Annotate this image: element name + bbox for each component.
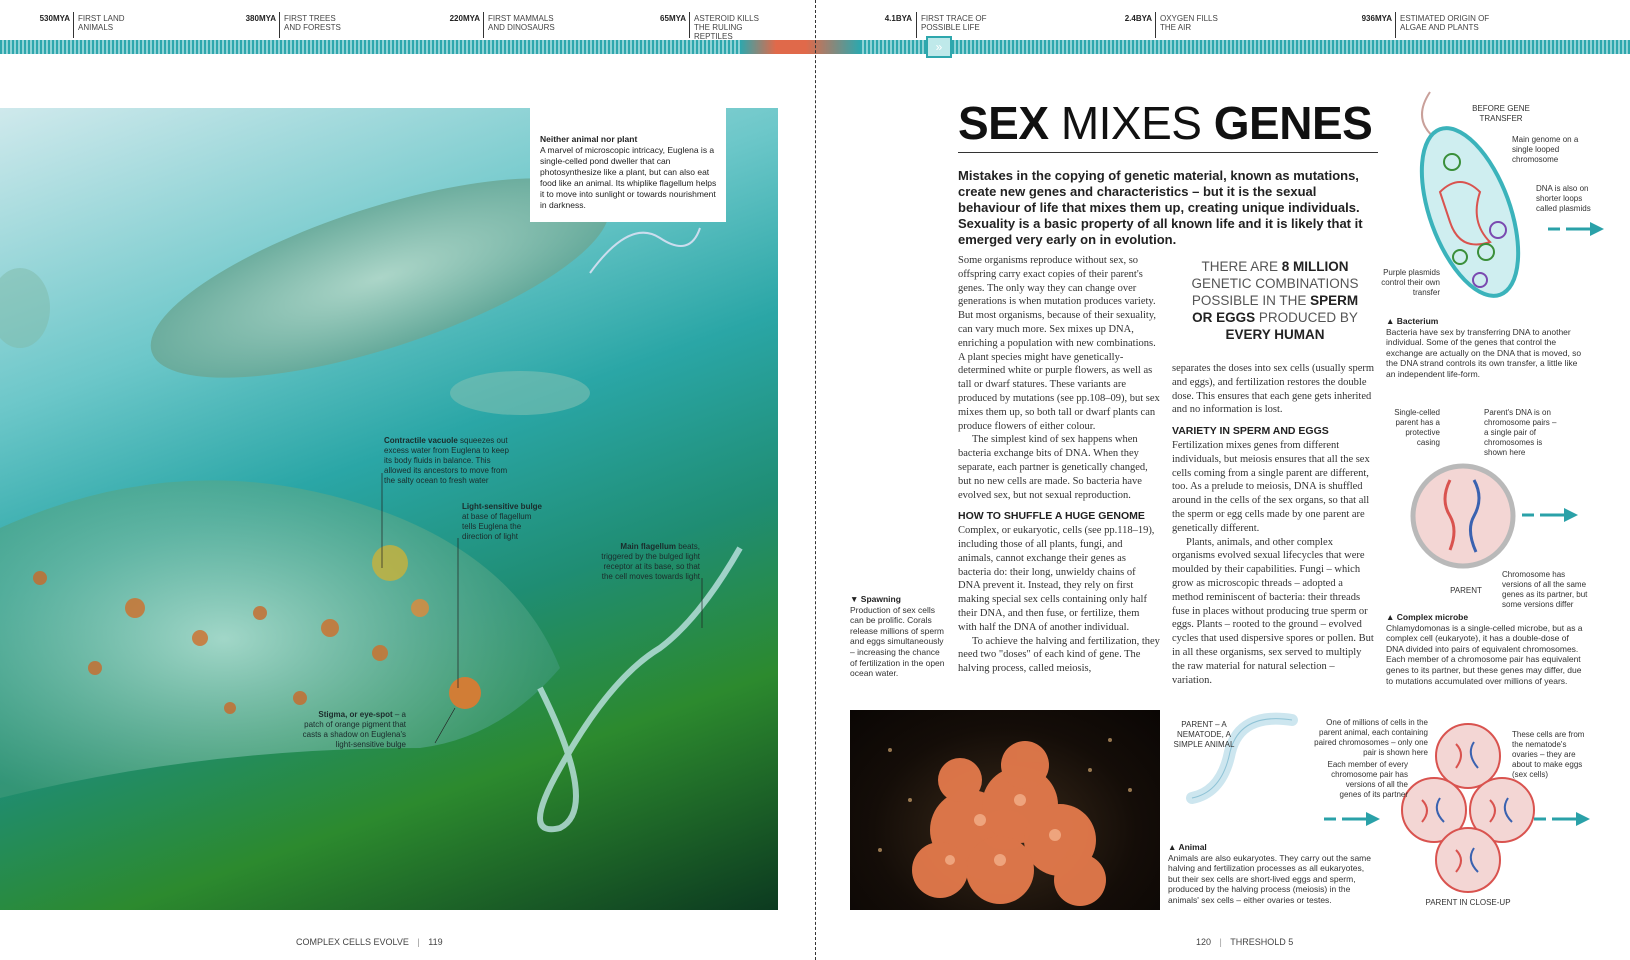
body-column-1 xyxy=(958,254,1160,676)
timeline-transition xyxy=(740,40,860,54)
caption-stigma xyxy=(300,710,406,750)
quote-text: THERE ARE xyxy=(1201,259,1282,274)
caption-text: at base of flagellum tells Euglena the direction of light xyxy=(462,512,532,541)
timeline-tick xyxy=(689,12,690,38)
timeline-marker[interactable]: » xyxy=(926,36,952,58)
label-protective-casing: Single-celled parent has a protective casing xyxy=(1394,408,1440,447)
pull-quote xyxy=(1182,258,1368,343)
timeline-date: 2.4BYA xyxy=(1124,14,1152,23)
caption-contractile-vacuole xyxy=(384,436,514,486)
label-main-genome: Main genome on a single looped chromosome xyxy=(1512,135,1579,164)
quote-text: GENETIC COMBINATIONS POSSIBLE IN THE xyxy=(1191,276,1359,308)
euglena-illustration xyxy=(0,108,778,910)
timeline-date: 530MYA xyxy=(39,14,70,23)
caption-title: ▲ Animal xyxy=(1168,842,1207,852)
animal-caption xyxy=(1168,842,1378,906)
label-parent: PARENT xyxy=(1450,586,1482,595)
caption-text: – a patch of orange pigment that casts a shadow on Euglena's light-sensitive bulge xyxy=(302,710,406,749)
body-column-2 xyxy=(1172,362,1376,687)
quote-emphasis: SPERM OR EGGS xyxy=(1192,293,1359,325)
caption-title: ▲ Bacterium xyxy=(1386,316,1439,326)
caption-title: ▼ Spawning xyxy=(850,594,901,604)
microbe-drawing xyxy=(1408,458,1518,576)
timeline-label: FIRST TREES AND FORESTS xyxy=(284,14,341,32)
title-part: MIXES xyxy=(1048,97,1214,149)
title-part: SEX xyxy=(958,97,1049,149)
timeline-bar-left xyxy=(0,40,740,54)
paragraph: Fertilization mixes genes from different individuals, but meiosis ensures that all the sex cells coming from a single parent are different, too. As a prelude to meiosis, DNA is shuffled around in the cells of the sex organs, so that all the sperm or egg cells made by one parent are genetically different. xyxy=(1172,439,1370,534)
quote-emphasis: 8 MILLION xyxy=(1281,259,1349,274)
label-chromosome-pairs: Parent's DNA is on chromosome pairs – a single pair of chromosomes is shown here xyxy=(1484,408,1557,457)
caption-title: Main flagellum xyxy=(620,542,676,551)
paragraph: The simplest kind of sex happens when bacteria exchange bits of DNA. When they separate, each partner is genetically changed, but no new cells are made. So bacteria have evolved sex, but not sexual reproduction. xyxy=(958,434,1148,501)
paragraph: Plants, animals, and other complex organisms evolved sexual lifecycles that were moulded by their capabilities. Fungi – which grow as microscopic threads – adopted a method reminiscent of bacteria: their threads fuse in places without producing true sperm or eggs. Plants – rooted to the ground – evolved cycles that used dispersive spores or pollen. But in all these organisms, sex served to multiply the raw material for natural selection – variation. xyxy=(1172,536,1374,686)
arrow-right-icon xyxy=(1548,222,1604,236)
timeline-label: FIRST MAMMALS AND DINOSAURS xyxy=(488,14,555,32)
footer-section: COMPLEX CELLS EVOLVE xyxy=(296,937,409,947)
caption-text: Chlamydomonas is a single-celled microbe, but as a complex cell (eukaryote), it has a double-dose of DNA divided into pairs of equivalent chromosomes. Each member of a chromosome pair has equivalent genes to its partner, but these genes may differ, due to mutations accumulated over millions of years. xyxy=(1386,622,1583,686)
arrow-right-icon xyxy=(1534,812,1590,826)
label-plasmids: DNA is also on shorter loops called plasmids xyxy=(1536,184,1591,213)
section-heading: HOW TO SHUFFLE A HUGE GENOME xyxy=(958,510,1145,523)
caption-text: Animals are also eukaryotes. They carry out the same halving and fertilization processes as all eukaryotes, but their sex cells are short-lived eggs and sperm, produced by the halving process (meiosis) in the animals' sex cells – either ovaries or testes. xyxy=(1168,852,1371,905)
caption-title: Stigma, or eye-spot xyxy=(318,710,393,719)
coral-drawing xyxy=(850,710,1160,910)
label-chromosome-versions: Each member of every chromosome pair has versions of all the genes of its partner xyxy=(1327,760,1408,799)
arrow-right-icon xyxy=(1324,812,1380,826)
paragraph: Complex, or eukaryotic, cells (see pp.118–19), including those of all plants, fungi, and animals, cannot exchange their genes as bacteria do: their long, unwieldy chains of DNA prevent it. Instead, they rely on first making special sex cells containing only half their DNA, and then fuse, or fertilize, them with half the DNA of another individual. xyxy=(958,525,1155,633)
paragraph: Some organisms reproduce without sex, so offspring carry exact copies of their parent's genes. The only way they can change over generations is when mutation produces variety. But most organisms, because of their sexuality, can vary much more. Sex mixes up DNA, enriching a population with new combinations. A plant species might have genetically-determined white or purple flowers, as well as tall or dwarf statures. These variants are produced by mutations (see pp.108–09), but sex mixes them up, so both tall or dwarf plants can produce flowers of either colour. xyxy=(958,255,1160,432)
footer-section: THRESHOLD 5 xyxy=(1230,937,1294,947)
label-ovaries: These cells are from the nematode's ovaries – they are about to make eggs (sex cells) xyxy=(1512,730,1585,779)
label-nematode: PARENT – A NEMATODE, A SIMPLE ANIMAL xyxy=(1173,720,1235,749)
label-purple-plasmids: Purple plasmids control their own transfer xyxy=(1381,268,1440,297)
footer-page-number: 120 xyxy=(1196,937,1212,947)
euglena-box-caption xyxy=(530,108,726,222)
coral-photo xyxy=(850,710,1160,910)
timeline-date: 65MYA xyxy=(660,14,686,23)
footer-right: 120 | THRESHOLD 5 xyxy=(1196,937,1294,947)
title-part: GENES xyxy=(1213,97,1373,149)
page-spine xyxy=(815,0,816,960)
timeline-label: FIRST LAND ANIMALS xyxy=(78,14,125,32)
label-one-cell: One of millions of cells in the parent animal, each containing paired chromosomes – only one pair is shown here xyxy=(1314,718,1428,757)
timeline-tick xyxy=(1155,12,1156,38)
caption-title: Light-sensitive bulge xyxy=(462,502,543,511)
intro-paragraph: Mistakes in the copying of genetic material, known as mutations, create new genes and characteristics – but it is the sexual behaviour of life that mixes them up, creating unique individuals. Sexuality is a basic property of all known life and it is likely that it emerged very early on in evolution. xyxy=(958,168,1363,247)
timeline-date: 380MYA xyxy=(245,14,276,23)
caption-flagellum xyxy=(600,542,700,582)
footer-left: COMPLEX CELLS EVOLVE | 119 xyxy=(296,937,443,947)
quote-text: PRODUCED BY xyxy=(1255,310,1358,325)
timeline-tick xyxy=(483,12,484,38)
section-heading: VARIETY IN SPERM AND EGGS xyxy=(1172,425,1329,438)
quote-emphasis: EVERY HUMAN xyxy=(1225,327,1325,342)
timeline-tick xyxy=(73,12,74,38)
caption-title: Contractile vacuole xyxy=(384,436,458,445)
timeline-date: 220MYA xyxy=(449,14,480,23)
caption-title: ▲ Complex microbe xyxy=(1386,612,1469,622)
label-gene-versions: Chromosome has versions of all the same genes as its partner, but some versions differ xyxy=(1502,570,1588,609)
timeline-label: ASTEROID KILLS THE RULING REPTILES xyxy=(694,14,759,41)
timeline-label: OXYGEN FILLS THE AIR xyxy=(1160,14,1218,32)
microbe-caption xyxy=(1386,612,1586,686)
box-text: A marvel of microscopic intricacy, Euglena is a single-celled pond dweller that can photosynthesize like a plant, but can also eat food like an animal. Its whiplike flagellum helps it to move into sunlight or towards nourishment in darkness. xyxy=(540,145,717,210)
paragraph: To achieve the halving and fertilization, they need two "doses" of each kind of gene. The halving process, called meiosis, xyxy=(958,635,1160,675)
arrow-right-icon xyxy=(1522,508,1578,522)
caption-text: squeezes out excess water from Euglena to keep its body fluids in balance. This allowed its ancestors to move from the salty ocean to fresh water xyxy=(384,436,509,485)
caption-light-bulge xyxy=(462,502,544,542)
timeline-label: FIRST TRACE OF POSSIBLE LIFE xyxy=(921,14,987,32)
caption-text: Production of sex cells can be prolific. Corals release millions of sperm and eggs simultaneously – increasing the chance of fertilization in the open ocean water. xyxy=(850,604,945,679)
timeline-tick xyxy=(1395,12,1396,38)
title-rule xyxy=(958,152,1378,153)
timeline-date: 4.1BYA xyxy=(884,14,912,23)
timeline-tick xyxy=(916,12,917,38)
caption-text: beats, triggered by the bulged light receptor at its base, so that the cell moves towards light xyxy=(601,542,700,581)
box-title: Neither animal nor plant xyxy=(540,134,638,144)
page-title xyxy=(958,96,1372,150)
label-parent-closeup: PARENT IN CLOSE-UP xyxy=(1425,898,1511,907)
paragraph: separates the doses into sex cells (usually sperm and eggs), and fertilization restores the double dose. This ensures that each gene gets inherited and no information is lost. xyxy=(1172,363,1375,416)
timeline-bar-right xyxy=(860,40,1630,54)
caption-text: Bacteria have sex by transferring DNA to another individual. Some of the genes that control the exchange are actually on the DNA that is moved, so the DNA strand controls its own transfer, a little like an independent life-form. xyxy=(1386,326,1582,379)
label-before-transfer: BEFORE GENE TRANSFER xyxy=(1472,104,1530,123)
bacterium-caption xyxy=(1386,316,1586,380)
timeline-tick xyxy=(279,12,280,38)
timeline-label: ESTIMATED ORIGIN OF ALGAE AND PLANTS xyxy=(1400,14,1490,32)
spawning-caption xyxy=(850,594,946,679)
footer-page-number: 119 xyxy=(428,937,443,947)
euglena-drawing xyxy=(0,108,778,910)
timeline-date: 936MYA xyxy=(1361,14,1392,23)
